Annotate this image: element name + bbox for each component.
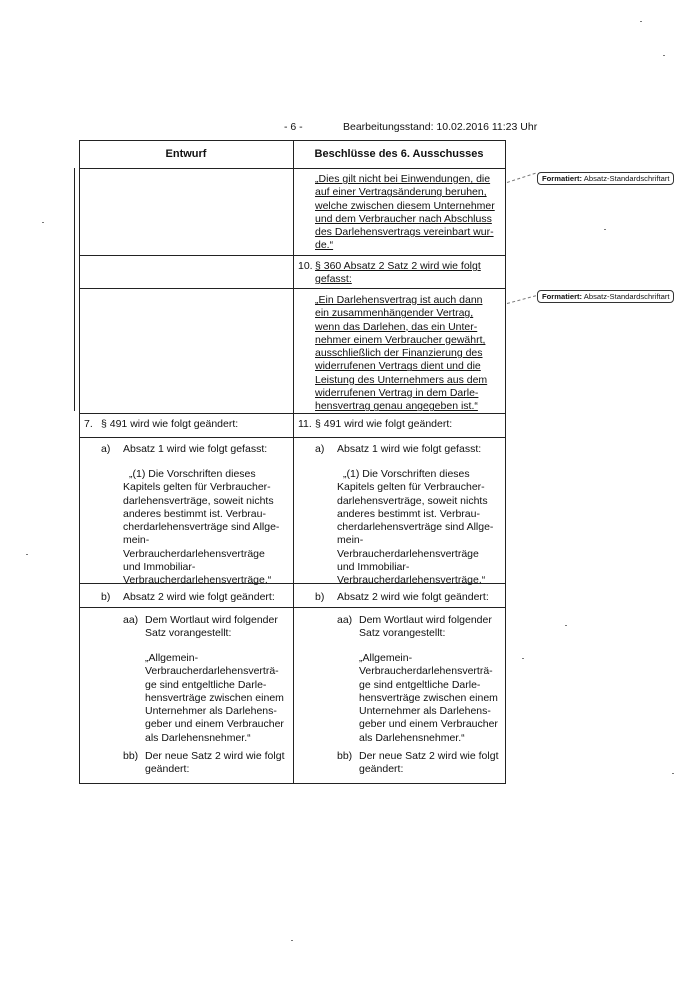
item-text: Absatz 1 wird wie folgt gefasst:: [337, 443, 482, 455]
item-text: § 360 Absatz 2 Satz 2 wird wie folgt gefasst:: [315, 260, 481, 286]
inserted-sentence: „Dies gilt nicht bei Einwendungen, die auf einer Vertragsänderung beruhen, welche zwischen diesem Unternehmer und dem Verbraucher nach Abschluss des Darlehensvertrags vereinbart wur- de.“: [315, 173, 495, 252]
item-text: Absatz 1 wird wie folgt gefasst:: [123, 443, 268, 455]
rule: [293, 140, 294, 783]
edit-status: Bearbeitungsstand: 10.02.2016 11:23 Uhr: [343, 121, 538, 133]
col-heading-beschluesse: Beschlüsse des 6. Ausschusses: [314, 148, 484, 160]
item-number: 11.: [298, 418, 312, 430]
comment-connector: [507, 173, 536, 183]
scan-speck: [604, 229, 606, 230]
item-letter: a): [101, 443, 111, 455]
item-subletter: bb): [123, 750, 139, 762]
item-text: Dem Wortlaut wird folgender Satz vorangestellt:: [145, 614, 278, 640]
quoted-sentence: „Allgemein- Verbraucherdarlehensverträ- ge sind entgeltliche Darle- hensverträge zwischen einem Unternehmer als Darlehens- geber und einem Verbraucher als Darlehensnehmer.“: [145, 652, 284, 744]
item-text: Absatz 2 wird wie folgt geändert:: [123, 591, 275, 603]
scan-speck: [640, 21, 642, 22]
inserted-paragraph: „Ein Darlehensvertrag ist auch dann ein zusammenhängender Vertrag, wenn das Darlehen, das ein Unter- nehmer einem Verbraucher gewährt, ausschließlich der Finanzierung des widerrufenen Vertrags dient und die Leistung des Unternehmers aus dem widerrufenen Vertrag in dem Darle- hensvertrag genau angegeben ist.“: [315, 294, 488, 413]
comment-balloon[interactable]: Formatiert: Absatz-Standardschriftart: [537, 172, 674, 185]
item-letter: b): [315, 591, 325, 603]
item-number: 7.: [84, 418, 93, 430]
page-number: - 6 -: [284, 121, 303, 133]
scan-speck: [291, 940, 293, 941]
item-subletter: aa): [123, 614, 139, 626]
item-number: 10.: [298, 260, 313, 272]
item-text: Der neue Satz 2 wird wie folgt geändert:: [145, 750, 285, 776]
col-heading-entwurf: Entwurf: [165, 148, 207, 160]
rule: [505, 140, 506, 783]
scan-speck: [672, 773, 674, 774]
item-text: Der neue Satz 2 wird wie folgt geändert:: [359, 750, 499, 776]
item-letter: b): [101, 591, 111, 603]
quoted-provision: „(1) Die Vorschriften dieses Kapitels gelten für Verbraucher- darlehensverträge, soweit nichts anderes bestimmt ist. Verbrau- cherdarlehensverträge sind Allge- mein- Verbraucherdarlehensverträge und Immobiliar- Verbraucherdarlehensverträge.“: [337, 468, 494, 587]
quoted-provision: „(1) Die Vorschriften dieses Kapitels gelten für Verbraucher- darlehensverträge, soweit nichts anderes bestimmt ist. Verbrau- cherdarlehensverträge sind Allge- mein- Verbraucherdarlehensverträge und Immobiliar- Verbraucherdarlehensverträge.“: [123, 468, 280, 587]
rule: [79, 783, 506, 784]
item-letter: a): [315, 443, 325, 455]
scan-speck: [663, 55, 665, 56]
rule: [79, 140, 80, 783]
comment-balloon[interactable]: Formatiert: Absatz-Standardschriftart: [537, 290, 674, 303]
scan-speck: [42, 222, 44, 223]
item-text: Absatz 2 wird wie folgt geändert:: [337, 591, 489, 603]
item-subletter: aa): [337, 614, 353, 626]
scan-speck: [522, 658, 524, 659]
item-subletter: bb): [337, 750, 353, 762]
change-bar: [74, 168, 75, 411]
comparison-table: [79, 140, 506, 783]
quoted-sentence: „Allgemein- Verbraucherdarlehensverträ- ge sind entgeltliche Darle- hensverträge zwischen einem Unternehmer als Darlehens- geber und einem Verbraucher als Darlehensnehmer.“: [359, 652, 498, 744]
item-text: § 491 wird wie folgt geändert:: [315, 418, 453, 430]
item-text: § 491 wird wie folgt geändert:: [101, 418, 239, 430]
scan-speck: [26, 554, 28, 555]
item-text: Dem Wortlaut wird folgender Satz vorangestellt:: [359, 614, 492, 640]
scan-speck: [565, 625, 567, 626]
comment-connector: [507, 295, 536, 304]
